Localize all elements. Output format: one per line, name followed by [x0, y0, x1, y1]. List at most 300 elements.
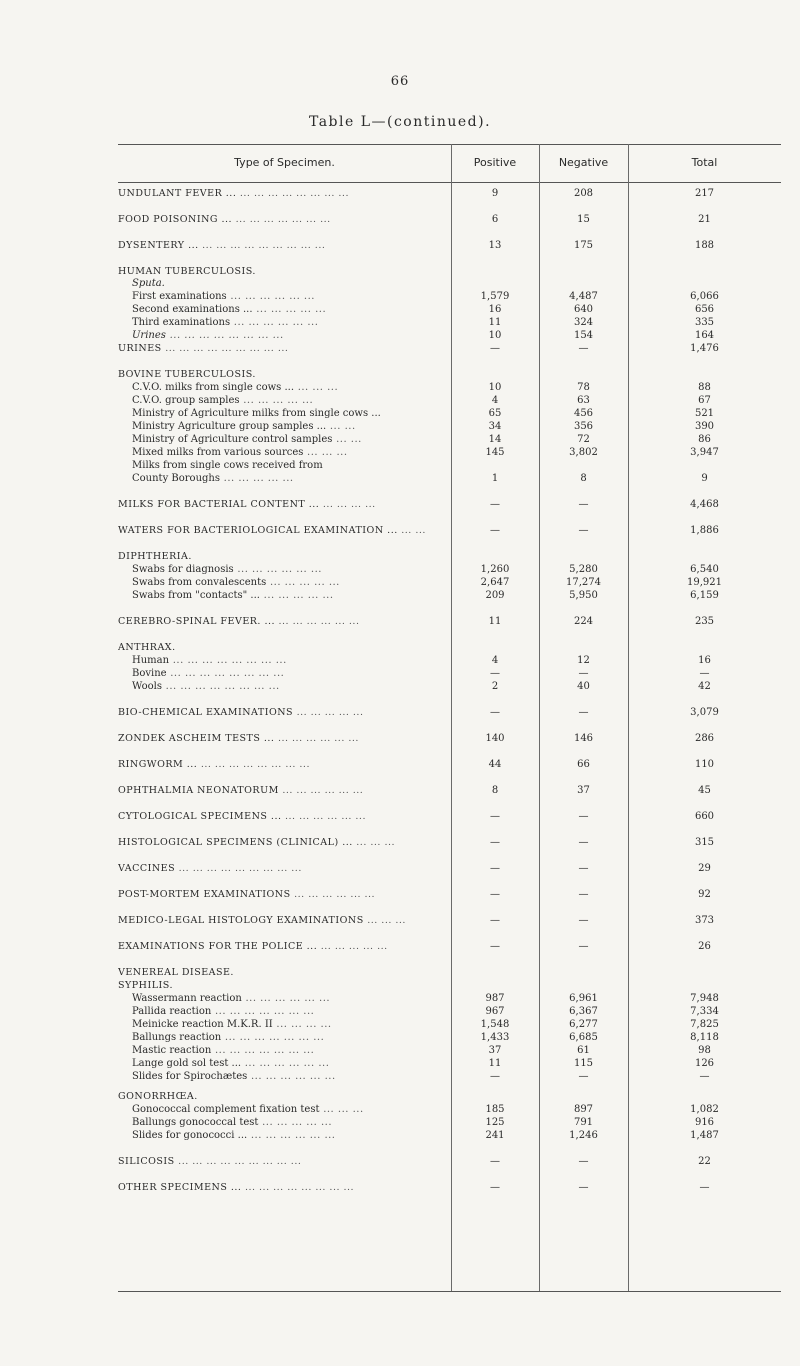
specimen-label [118, 239, 448, 253]
negative-value: — [578, 1182, 589, 1193]
specimen-name: Wools [132, 681, 162, 692]
positive-value: 4 [491, 395, 499, 406]
specimen-label [118, 810, 448, 824]
total-value: 22 [698, 1156, 711, 1167]
total-value: 521 [694, 408, 715, 419]
total-value: 1,082 [690, 1104, 719, 1115]
specimen-name: FOOD POISONING ... [118, 214, 233, 225]
total-value: 6,540 [690, 564, 719, 575]
specimen-name: Meinicke reaction M.K.R. II [132, 1019, 273, 1030]
specimen-label [118, 303, 462, 317]
specimen-label [118, 732, 448, 746]
specimen-label [118, 589, 462, 603]
leader-dots: ... ... ... ... ... ... [230, 317, 319, 328]
specimen-label [118, 290, 462, 304]
total-value: 235 [694, 616, 715, 627]
table-row [118, 1005, 781, 1019]
specimen-name: Wassermann reaction [132, 993, 242, 1004]
table-row [118, 1057, 781, 1071]
table-row [118, 1155, 781, 1169]
total-value: 217 [694, 188, 715, 199]
table-row [118, 213, 781, 227]
negative-value: — [578, 915, 589, 926]
positive-value: 6 [491, 214, 499, 225]
negative-value: 1,246 [569, 1130, 598, 1141]
total-value: 315 [694, 837, 715, 848]
table-row [118, 420, 781, 434]
leader-dots: ... ... [326, 421, 356, 432]
column-header-type: Type of Specimen. [234, 156, 335, 169]
specimen-label [118, 277, 462, 291]
table-row [118, 498, 781, 512]
negative-value: 897 [573, 1104, 594, 1115]
negative-value: 12 [577, 655, 590, 666]
positive-value: 2,647 [480, 577, 510, 588]
negative-value: — [578, 837, 589, 848]
negative-value: 6,367 [569, 1006, 598, 1017]
table-row [118, 940, 781, 954]
specimen-label [118, 992, 462, 1006]
positive-value: 11 [488, 616, 502, 627]
specimen-label [118, 576, 462, 590]
specimen-label [118, 966, 448, 980]
table-row [118, 407, 781, 421]
total-value: 1,476 [690, 343, 719, 354]
specimen-label [118, 836, 448, 850]
table-row [118, 1116, 781, 1130]
total-value: 916 [694, 1117, 715, 1128]
negative-value: — [578, 1156, 589, 1167]
specimen-label [118, 524, 448, 538]
table-row [118, 329, 781, 343]
table-row [118, 641, 781, 655]
positive-value: 145 [485, 447, 505, 458]
specimen-name: SILICOSIS [118, 1156, 175, 1167]
positive-value: — [490, 915, 500, 926]
positive-value: 1,579 [480, 291, 510, 302]
total-value: 373 [694, 915, 715, 926]
specimen-label [118, 498, 448, 512]
specimen-label [118, 1181, 448, 1195]
leader-dots: ... ... ... ... ... [293, 707, 364, 718]
total-value: — [699, 1071, 710, 1082]
negative-value: 115 [573, 1058, 594, 1069]
table-row [118, 810, 781, 824]
positive-value: 34 [488, 421, 502, 432]
specimen-label [118, 888, 448, 902]
specimen-name: OPHTHALMIA NEONATORUM [118, 785, 279, 796]
negative-value: 154 [573, 330, 594, 341]
specimen-name: MILKS FOR BACTERIAL CONTENT ... [118, 499, 320, 510]
specimen-name: Swabs from convalescents [132, 577, 267, 588]
negative-value: 640 [573, 304, 594, 315]
table-row [118, 394, 781, 408]
specimen-label [118, 1031, 462, 1045]
table-row [118, 1031, 781, 1045]
leader-dots: ... ... ... ... ... [259, 590, 334, 601]
leader-dots: ... ... ... ... ... ... [241, 1058, 330, 1069]
specimen-name: Lange gold sol test ... [132, 1058, 242, 1069]
table-row [118, 239, 781, 253]
specimen-label [118, 394, 462, 408]
specimen-label [118, 1129, 462, 1143]
leader-dots: ... ... ... ... ... ... ... [232, 214, 331, 225]
negative-value: — [578, 889, 589, 900]
negative-value: — [578, 941, 589, 952]
total-value: 21 [698, 214, 711, 225]
specimen-label [118, 213, 448, 227]
positive-value: — [490, 889, 500, 900]
positive-value: 1 [491, 473, 499, 484]
leader-dots: ... ... ... ... [272, 1019, 332, 1030]
specimen-label [118, 667, 462, 681]
specimen-name: County Boroughs [132, 473, 220, 484]
specimen-label [118, 758, 448, 772]
total-value: 3,079 [690, 707, 719, 718]
specimen-label [118, 1057, 462, 1071]
specimen-name: C.V.O. group samples [132, 395, 240, 406]
total-value: 188 [694, 240, 715, 251]
negative-value: 15 [577, 214, 590, 225]
negative-value: 791 [573, 1117, 594, 1128]
total-value: 86 [698, 434, 711, 445]
specimen-label [118, 329, 462, 343]
negative-value: — [578, 343, 589, 354]
total-value: 42 [698, 681, 711, 692]
negative-value: — [578, 499, 589, 510]
positive-value: 1,548 [480, 1019, 510, 1030]
total-value: 660 [694, 811, 715, 822]
positive-value: 140 [485, 733, 505, 744]
negative-value: 8 [580, 473, 587, 484]
table-row [118, 563, 781, 577]
negative-value: 3,802 [569, 447, 598, 458]
positive-value: 11 [488, 317, 502, 328]
positive-value: — [490, 343, 500, 354]
table-row [118, 550, 781, 564]
specimen-name: MEDICO-LEGAL HISTOLOGY EXAMINATIONS [118, 915, 364, 926]
table-row [118, 459, 781, 473]
leader-dots: ... ... ... ... ... ... ... ... [197, 759, 310, 770]
leader-dots: ... ... ... ... ... ... ... ... [166, 668, 285, 679]
column-header-negative: Negative [558, 156, 609, 169]
negative-value: 6,277 [569, 1019, 598, 1030]
specimen-name: DYSENTERY ... [118, 240, 199, 251]
specimen-label [118, 784, 448, 798]
specimen-name: VACCINES [118, 863, 176, 874]
table-row [118, 290, 781, 304]
negative-value: — [578, 707, 589, 718]
leader-dots: ... ... ... ... ... ... ... ... [165, 330, 284, 341]
positive-value: — [490, 668, 500, 679]
leader-dots: ... ... ... ... [319, 499, 376, 510]
negative-value: 175 [573, 240, 594, 251]
specimen-label [118, 1090, 448, 1104]
specimen-name: C.V.O. milks from single cows ... [132, 382, 295, 393]
table-row [118, 667, 781, 681]
negative-value: 6,685 [569, 1032, 598, 1043]
positive-value: 1,260 [480, 564, 510, 575]
negative-value: 63 [577, 395, 590, 406]
specimen-name: Slides for gonococci ... [132, 1130, 248, 1141]
specimen-label [118, 615, 448, 629]
table-row [118, 433, 781, 447]
specimen-name: Bovine [132, 668, 167, 679]
negative-value: 146 [573, 733, 594, 744]
specimen-name: RINGWORM ... [118, 759, 198, 770]
table-row [118, 784, 781, 798]
table-row [118, 524, 781, 538]
negative-value: — [578, 1071, 589, 1082]
positive-value: 44 [488, 759, 502, 770]
table-title: Table L—(continued). [308, 114, 492, 130]
specimen-name: ANTHRAX. [118, 642, 176, 653]
table-row [118, 758, 781, 772]
specimen-name: CYTOLOGICAL SPECIMENS ... [118, 811, 282, 822]
leader-dots: ... ... ... ... ... ... ... ... ... [161, 343, 289, 354]
negative-value: 356 [573, 421, 594, 432]
specimen-name: EXAMINATIONS FOR THE POLICE ... [118, 941, 318, 952]
specimen-name: Urines [132, 330, 166, 341]
negative-value: 17,274 [566, 577, 601, 588]
positive-value: 16 [488, 304, 502, 315]
positive-value: 11 [488, 1058, 502, 1069]
total-value: — [699, 668, 710, 679]
negative-value: 6,961 [569, 993, 598, 1004]
total-value: — [699, 1182, 710, 1193]
specimen-name: VENEREAL DISEASE. [118, 967, 234, 978]
leader-dots: ... ... ... ... ... ... ... ... ... [198, 240, 326, 251]
specimen-label [118, 654, 462, 668]
leader-dots: ... ... ... [319, 1104, 364, 1115]
table-row [118, 472, 781, 486]
leader-dots: ... ... ... ... ... ... ... ... [241, 1182, 355, 1193]
leader-dots: ... ... ... ... ... ... [233, 564, 322, 575]
specimen-label [118, 1005, 462, 1019]
table-row [118, 1103, 781, 1117]
negative-value: 208 [573, 188, 594, 199]
leader-dots: ... ... ... ... ... ... ... ... ... [175, 863, 302, 874]
negative-value: 224 [573, 616, 594, 627]
table-row [118, 732, 781, 746]
positive-value: 10 [488, 330, 502, 341]
specimen-label [118, 407, 462, 421]
specimen-label [118, 446, 462, 460]
negative-value: — [578, 811, 589, 822]
specimen-name: Ballungs reaction [132, 1032, 222, 1043]
total-value: 7,948 [690, 993, 719, 1004]
leader-dots: ... ... ... ... ... ... ... [221, 1032, 325, 1043]
specimen-name: CEREBRO-SPINAL FEVER. ... [118, 616, 275, 627]
positive-value: 185 [485, 1104, 505, 1115]
leader-dots: ... ... [397, 525, 426, 536]
negative-value: 5,950 [569, 590, 598, 601]
positive-value: — [490, 837, 500, 848]
specimen-label [118, 381, 462, 395]
total-value: 6,066 [690, 291, 719, 302]
leader-dots: ... ... ... ... ... ... [275, 616, 360, 627]
total-value: 7,334 [690, 1006, 719, 1017]
specimen-name: Milks from single cows received from [132, 460, 323, 471]
total-value: 164 [694, 330, 715, 341]
positive-value: — [490, 707, 500, 718]
table-row [118, 966, 781, 980]
positive-value: 65 [488, 408, 502, 419]
leader-dots: ... ... ... ... ... ... [247, 1071, 336, 1082]
table-row [118, 862, 781, 876]
leader-dots: ... ... ... ... ... ... [226, 291, 315, 302]
total-value: 6,159 [690, 590, 719, 601]
table-row [118, 576, 781, 590]
positive-value: 1,433 [480, 1032, 510, 1043]
positive-value: 987 [485, 993, 505, 1004]
specimen-label [118, 1070, 462, 1084]
specimen-label [118, 706, 448, 720]
total-value: 26 [698, 941, 711, 952]
positive-value: 967 [485, 1006, 505, 1017]
specimen-name: HUMAN TUBERCULOSIS. [118, 266, 256, 277]
total-value: 16 [698, 655, 711, 666]
leader-dots: ... ... [332, 434, 362, 445]
total-value: 4,468 [690, 499, 719, 510]
specimen-name: First examinations [132, 291, 227, 302]
total-value: 45 [698, 785, 711, 796]
total-value: 88 [698, 382, 711, 393]
specimen-name: BIO-CHEMICAL EXAMINATIONS [118, 707, 294, 718]
total-value: 8,118 [690, 1032, 719, 1043]
leader-dots: ... ... ... ... ... [252, 304, 327, 315]
positive-value: 209 [485, 590, 505, 601]
specimen-name: POST-MORTEM EXAMINATIONS [118, 889, 291, 900]
page-number: 66 [390, 74, 410, 89]
table-row [118, 446, 781, 460]
table-row [118, 342, 781, 356]
specimen-name: Ministry of Agriculture control samples [132, 434, 333, 445]
total-value: 126 [694, 1058, 715, 1069]
positive-value: — [490, 499, 500, 510]
table-row [118, 589, 781, 603]
specimen-name: Gonococcal complement fixation test [132, 1104, 320, 1115]
specimen-label [118, 914, 448, 928]
table-row [118, 615, 781, 629]
specimen-name: SYPHILIS. [118, 980, 173, 991]
negative-value: 66 [577, 759, 590, 770]
specimen-label [118, 342, 448, 356]
total-value: 67 [698, 395, 711, 406]
table-row [118, 992, 781, 1006]
specimen-name: Mixed milks from various sources [132, 447, 304, 458]
negative-value: 37 [577, 785, 590, 796]
total-value: 335 [694, 317, 715, 328]
specimen-name: OTHER SPECIMENS ... [118, 1182, 242, 1193]
table-row [118, 654, 781, 668]
negative-value: 5,280 [569, 564, 598, 575]
specimen-name: Slides for Spirochætes [132, 1071, 248, 1082]
table-row [118, 1129, 781, 1143]
specimen-name: UNDULANT FEVER ... [118, 188, 237, 199]
leader-dots: ... ... ... ... ... ... ... [211, 1045, 315, 1056]
positive-value: 13 [488, 240, 502, 251]
column-header-positive: Positive [473, 156, 517, 169]
table-row [118, 1090, 781, 1104]
leader-dots: ... ... ... ... ... [239, 395, 314, 406]
table-row [118, 836, 781, 850]
total-value: 9 [701, 473, 708, 484]
table-row [118, 1070, 781, 1084]
specimen-name: URINES [118, 343, 162, 354]
specimen-name: GONORRHŒA. [118, 1091, 198, 1102]
leader-dots: ... ... ... ... ... [258, 1117, 333, 1128]
leader-dots: ... ... ... [363, 915, 406, 926]
negative-value: 456 [573, 408, 594, 419]
specimen-label [118, 563, 462, 577]
positive-value: 10 [488, 382, 502, 393]
leader-dots: ... ... ... ... ... ... [290, 889, 376, 900]
table-row [118, 914, 781, 928]
leader-dots: ... ... ... ... ... ... ... ... [169, 655, 287, 666]
total-value: 92 [698, 889, 711, 900]
specimen-label [118, 459, 462, 473]
positive-value: 241 [485, 1130, 505, 1141]
total-value: 656 [694, 304, 715, 315]
positive-value: — [490, 1071, 500, 1082]
leader-dots: ... ... ... ... ... ... [278, 785, 364, 796]
specimen-name: Sputa. [132, 278, 165, 289]
positive-value: — [490, 941, 500, 952]
specimen-label [118, 550, 448, 564]
leader-dots: ... ... ... ... ... [317, 941, 388, 952]
table-row [118, 277, 781, 291]
total-value: 19,921 [687, 577, 722, 588]
positive-value: — [490, 1156, 500, 1167]
specimen-label [118, 1116, 462, 1130]
specimen-label [118, 641, 448, 655]
total-value: 3,947 [690, 447, 719, 458]
specimen-name: ZONDEK ASCHEIM TESTS ... [118, 733, 275, 744]
specimen-name: BOVINE TUBERCULOSIS. [118, 369, 256, 380]
specimen-name: Swabs from "contacts" ... [132, 590, 260, 601]
positive-value: 125 [485, 1117, 505, 1128]
specimen-label [118, 472, 462, 486]
total-value: 29 [698, 863, 711, 874]
positive-value: 2 [491, 681, 499, 692]
negative-value: — [578, 668, 589, 679]
table-row [118, 187, 781, 201]
total-value: 7,825 [690, 1019, 719, 1030]
specimen-label [118, 316, 462, 330]
positive-value: — [490, 863, 500, 874]
leader-dots: ... ... ... ... ... ... [274, 733, 359, 744]
positive-value: — [490, 811, 500, 822]
specimen-label [118, 368, 448, 382]
specimen-label [118, 420, 462, 434]
specimen-label [118, 979, 448, 993]
specimen-name: WATERS FOR BACTERIOLOGICAL EXAMINATION ... [118, 525, 398, 536]
total-value: 98 [698, 1045, 711, 1056]
table-row [118, 303, 781, 317]
negative-value: 4,487 [569, 291, 598, 302]
specimen-label [118, 940, 448, 954]
leader-dots: ... ... ... ... ... ... [281, 811, 366, 822]
table-row [118, 368, 781, 382]
negative-value: 78 [577, 382, 590, 393]
specimen-name: Third examinations [132, 317, 231, 328]
leader-dots: ... ... ... ... ... ... ... ... [161, 681, 280, 692]
positive-value: 14 [488, 434, 502, 445]
total-value: 390 [694, 421, 715, 432]
specimen-name: Mastic reaction [132, 1045, 212, 1056]
specimen-label [118, 1155, 448, 1169]
